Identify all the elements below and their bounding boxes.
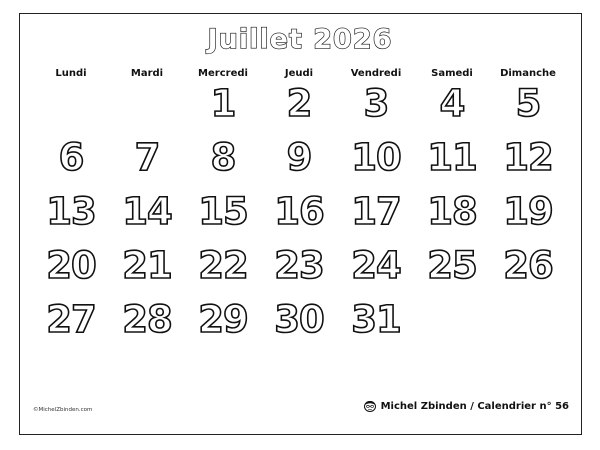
day-cell-23: 23 [274, 244, 324, 287]
day-cell-4: 4 [439, 82, 465, 125]
day-cell-28: 28 [122, 298, 172, 341]
day-cell-31: 31 [351, 298, 401, 341]
weekday-monday: Lundi [55, 68, 87, 79]
day-cell-1: 1 [210, 82, 236, 125]
author-credit [363, 398, 569, 414]
day-cell-29: 29 [198, 298, 248, 341]
calendar-title: Juillet 2026 [207, 24, 393, 55]
day-cell-16: 16 [274, 190, 324, 233]
day-cell-30: 30 [274, 298, 324, 341]
day-cell-10: 10 [351, 136, 401, 179]
day-cell-26: 26 [503, 244, 553, 287]
weekday-thursday: Jeudi [284, 68, 314, 79]
day-cell-6: 6 [58, 136, 84, 179]
day-cell-3: 3 [363, 82, 389, 125]
weekday-wednesday: Mercredi [198, 68, 248, 79]
face-icon [363, 400, 377, 412]
day-cell-15: 15 [198, 190, 248, 233]
day-cell-11: 11 [427, 136, 477, 179]
day-cell-22: 22 [198, 244, 248, 287]
day-cell-25: 25 [427, 244, 477, 287]
website-credit: ©MichelZbinden.com [33, 407, 93, 413]
day-cell-9: 9 [286, 136, 312, 179]
day-cell-18: 18 [427, 190, 477, 233]
day-cell-27: 27 [46, 298, 96, 341]
weekday-saturday: Samedi [431, 68, 473, 79]
day-cell-7: 7 [134, 136, 160, 179]
weekday-sunday: Dimanche [500, 68, 556, 79]
day-cell-19: 19 [503, 190, 553, 233]
day-cell-2: 2 [286, 82, 312, 125]
day-cell-8: 8 [210, 136, 236, 179]
day-cell-24: 24 [351, 244, 401, 287]
day-cell-13: 13 [46, 190, 96, 233]
day-cell-14: 14 [122, 190, 172, 233]
day-cell-12: 12 [503, 136, 553, 179]
day-cell-20: 20 [46, 244, 96, 287]
credit-text: Michel Zbinden / Calendrier n° 56 [380, 400, 569, 412]
day-cell-5: 5 [515, 82, 541, 125]
day-cell-21: 21 [122, 244, 172, 287]
day-cell-17: 17 [351, 190, 401, 233]
weekday-friday: Vendredi [350, 68, 402, 79]
weekday-tuesday: Mardi [130, 68, 164, 79]
